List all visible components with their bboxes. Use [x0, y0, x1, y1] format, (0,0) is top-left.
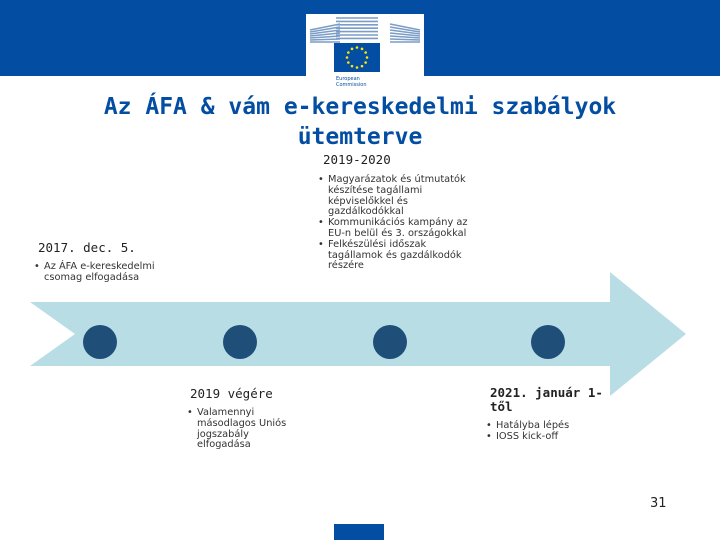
milestone-bullets-2	[187, 408, 305, 451]
eu-star-icon	[364, 61, 367, 64]
milestone-dot-1	[83, 325, 117, 359]
bullet-item: • Az ÁFA e-kereskedelmi csomag elfogadása	[34, 262, 174, 284]
eu-commission-logo	[306, 14, 424, 92]
slide-title-line2: ütemterve	[297, 124, 423, 150]
logo-org-line1: European	[336, 76, 360, 82]
bullet-item: • Hatályba lépés	[486, 421, 606, 432]
milestone-bullets-3	[318, 175, 473, 272]
bullet-item: • Felkészülési időszak tagállamok és gazdálkodók részére	[318, 240, 473, 272]
eu-star-icon	[366, 56, 369, 59]
slide-title-line1: Az ÁFA & vám e-kereskedelmi szabályok	[103, 94, 617, 120]
milestone-bullets-1	[34, 262, 174, 284]
eu-star-icon	[356, 46, 359, 49]
milestone-dot-4	[531, 325, 565, 359]
footer-bar	[334, 524, 384, 540]
page-number: 31	[650, 496, 667, 511]
eu-star-icon	[351, 65, 354, 68]
bullet-item: • Magyarázatok és útmutatók készítése tagállami képviselőkkel és gazdálkodókkal	[318, 175, 473, 218]
eu-star-icon	[351, 48, 354, 51]
milestone-dot-3	[373, 325, 407, 359]
eu-star-icon	[364, 51, 367, 54]
bullet-item: • Kommunikációs kampány az EU-n belül és 3. országokkal	[318, 218, 473, 240]
eu-star-icon	[347, 61, 350, 64]
bullet-item: • Valamennyi másodlagos Uniós jogszabály elfogadása	[187, 408, 305, 451]
milestone-dot-2	[223, 325, 257, 359]
eu-star-icon	[361, 48, 364, 51]
eu-star-icon	[356, 66, 359, 69]
milestone-heading-3: 2019-2020	[323, 152, 391, 167]
logo-org-line2: Commission	[336, 82, 367, 88]
building-line	[390, 39, 420, 40]
arrow-shape	[30, 272, 686, 396]
milestone-bullets-4	[486, 421, 606, 443]
eu-star-icon	[361, 65, 364, 68]
eu-star-icon	[346, 56, 349, 59]
building-line	[310, 39, 340, 40]
milestone-heading-2: 2019 végére	[190, 386, 273, 401]
eu-star-icon	[347, 51, 350, 54]
milestone-heading-1: 2017. dec. 5.	[38, 240, 136, 255]
milestone-heading-4: 2021. január 1-től	[490, 385, 603, 414]
bullet-item: • IOSS kick-off	[486, 432, 606, 443]
slide-title	[40, 92, 680, 152]
